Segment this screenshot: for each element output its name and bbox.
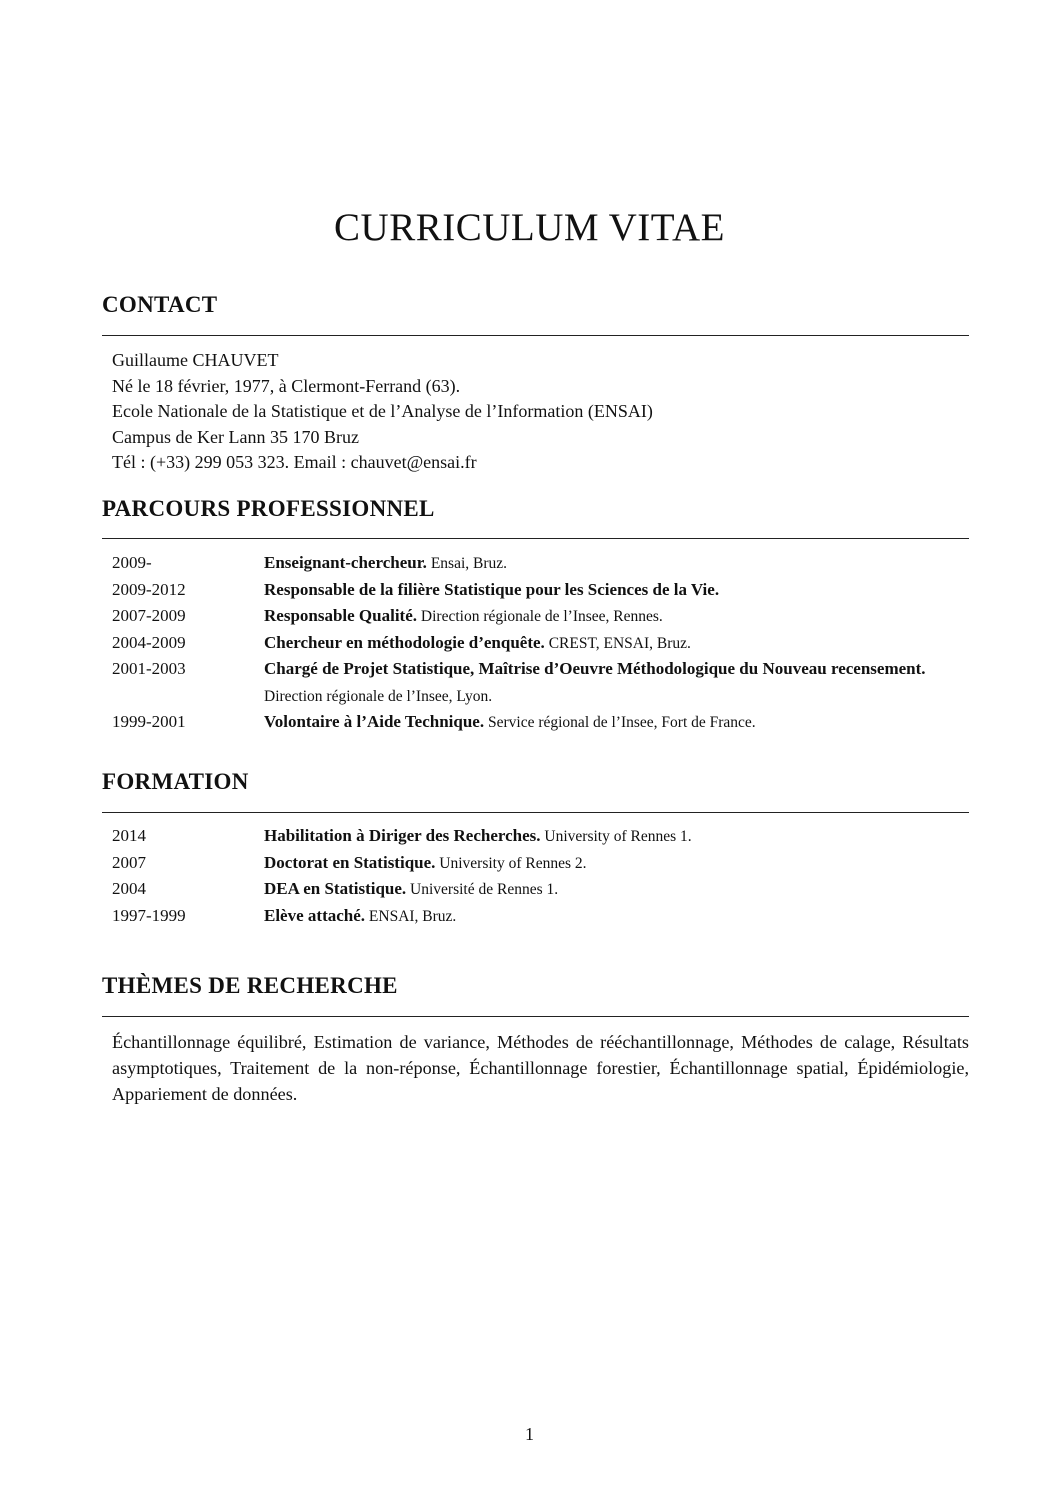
entry-role: Chargé de Projet Statistique, Maîtrise d’Oeuvre Méthodologique du Nouveau recensement. (264, 659, 926, 678)
formation-entry (112, 823, 954, 850)
formation-entry (112, 876, 954, 903)
entry-detail: Ensai, Bruz. (426, 555, 508, 572)
contact-phone-email: Tél : (+33) 299 053 323. Email : chauvet@ensai.fr (112, 452, 477, 473)
formation-rule (102, 812, 969, 813)
formation-list (112, 823, 954, 929)
entry-detail: Direction régionale de l’Insee, Rennes. (417, 608, 663, 625)
entry-detail: University of Rennes 1. (540, 828, 692, 845)
contact-block (112, 348, 653, 476)
parcours-entry (112, 550, 954, 577)
entry-detail: Université de Rennes 1. (406, 881, 559, 898)
parcours-entry (112, 577, 954, 604)
entry-role: Responsable de la filière Statistique pour les Sciences de la Vie. (264, 579, 720, 599)
contact-rule (102, 335, 969, 336)
contact-institution: Ecole Nationale de la Statistique et de l’Analyse de l’Information (ENSAI) (112, 401, 653, 422)
parcours-entry (112, 603, 954, 630)
entry-role: Habilitation à Diriger des Recherches. (264, 826, 541, 845)
entry-detail: CREST, ENSAI, Bruz. (544, 634, 691, 652)
entry-years: 2004 (112, 879, 146, 898)
contact-name: Guillaume CHAUVET (112, 350, 279, 370)
parcours-entry (112, 630, 954, 657)
entry-role: Elève attaché. (264, 905, 366, 925)
entry-role: Responsable Qualité. (264, 606, 418, 625)
entry-years: 1999-2001 (112, 712, 186, 731)
document-title: CURRICULUM VITAE (334, 206, 725, 249)
entry-detail: Service régional de l’Insee, Fort de France. (484, 714, 756, 731)
themes-heading: THÈMES DE RECHERCHE (102, 973, 398, 998)
formation-entry (112, 903, 954, 930)
entry-years: 2004-2009 (112, 632, 186, 652)
themes-rule (102, 1016, 969, 1017)
parcours-entry (112, 709, 954, 736)
entry-detail: Direction régionale de l’Insee, Lyon. (264, 687, 493, 705)
contact-birth: Né le 18 février, 1977, à Clermont-Ferrand (63). (112, 375, 461, 396)
formation-entry (112, 850, 954, 877)
page-number: 1 (525, 1424, 534, 1444)
parcours-heading: PARCOURS PROFESSIONNEL (102, 496, 435, 521)
entry-years: 2009-2012 (112, 579, 186, 599)
entry-detail: University of Rennes 2. (435, 854, 587, 872)
parcours-list (112, 550, 954, 736)
entry-years: 2007-2009 (112, 606, 186, 625)
themes-text: Échantillonnage équilibré, Estimation de variance, Méthodes de rééchantillonnage, Méthodes de calage, Résultats asymptotiques, Traitement de la non-réponse, Échantillonnage forestier, Échantillonnage spatial, Épidémiologie, Appariement de données. (112, 1032, 969, 1104)
entry-years: 2009- (112, 553, 152, 572)
formation-heading: FORMATION (102, 769, 249, 794)
entry-role: DEA en Statistique. (264, 879, 407, 898)
entry-years: 2007 (112, 852, 146, 872)
entry-role: Enseignant-chercheur. (264, 553, 427, 572)
entry-role: Chercheur en méthodologie d’enquête. (264, 632, 545, 652)
entry-role: Volontaire à l’Aide Technique. (264, 712, 485, 731)
parcours-entry (112, 656, 954, 709)
contact-address: Campus de Ker Lann 35 170 Bruz (112, 426, 359, 447)
entry-years: 2001-2003 (112, 659, 186, 678)
contact-heading: CONTACT (102, 292, 218, 317)
entry-role: Doctorat en Statistique. (264, 852, 436, 872)
entry-detail: ENSAI, Bruz. (365, 907, 457, 925)
parcours-rule (102, 538, 969, 539)
entry-years: 1997-1999 (112, 905, 186, 925)
entry-years: 2014 (112, 826, 146, 845)
